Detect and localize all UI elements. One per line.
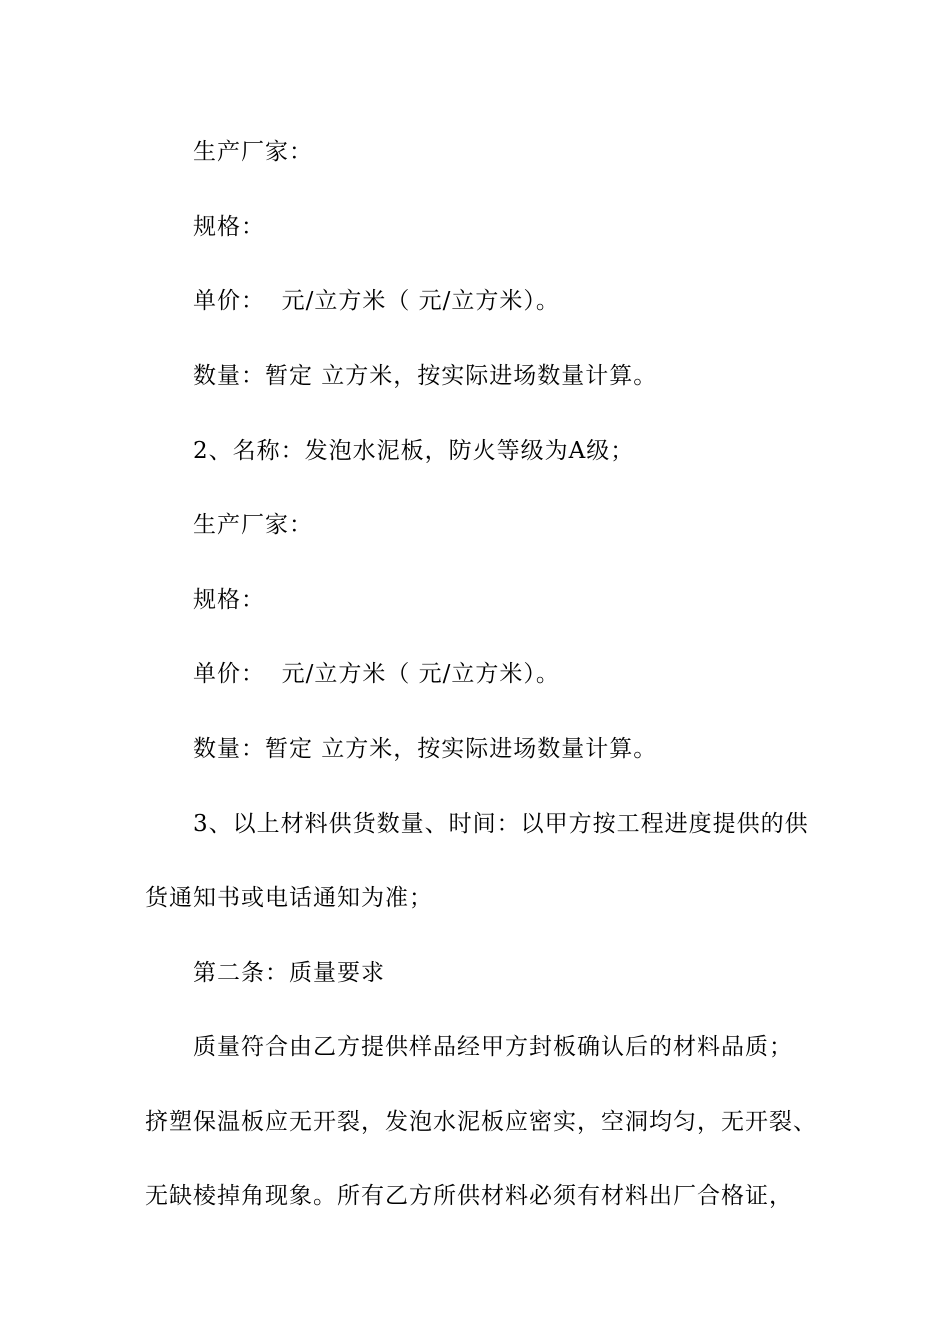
text-line-unit-price-2: 单价： 元/立方米（ 元/立方米）。	[193, 661, 560, 687]
text-line-quality-3: 无缺棱掉角现象。所有乙方所供材料必须有材料出厂合格证，	[145, 1183, 793, 1209]
text-line-manufacturer-2: 生产厂家：	[193, 512, 313, 538]
section-heading-quality: 第二条：质量要求	[193, 960, 385, 986]
text-line-item-2-name: 2、名称：发泡水泥板，防火等级为A级；	[193, 438, 635, 464]
text-line-spec-2: 规格：	[193, 587, 265, 613]
text-line-quantity-2: 数量：暂定 立方米，按实际进场数量计算。	[193, 736, 658, 762]
text-line-item-3-cont: 货通知书或电话通知为准；	[145, 885, 433, 911]
text-line-spec-1: 规格：	[193, 214, 265, 240]
text-line-unit-price-1: 单价： 元/立方米（ 元/立方米）。	[193, 288, 560, 314]
text-line-quality-1: 质量符合由乙方提供样品经甲方封板确认后的材料品质；	[193, 1034, 793, 1060]
text-line-quantity-1: 数量：暂定 立方米，按实际进场数量计算。	[193, 363, 658, 389]
text-line-quality-2: 挤塑保温板应无开裂，发泡水泥板应密实，空洞均匀，无开裂、	[145, 1109, 817, 1135]
text-line-manufacturer-1: 生产厂家：	[193, 139, 313, 165]
text-line-item-3: 3、以上材料供货数量、时间：以甲方按工程进度提供的供	[193, 811, 809, 837]
